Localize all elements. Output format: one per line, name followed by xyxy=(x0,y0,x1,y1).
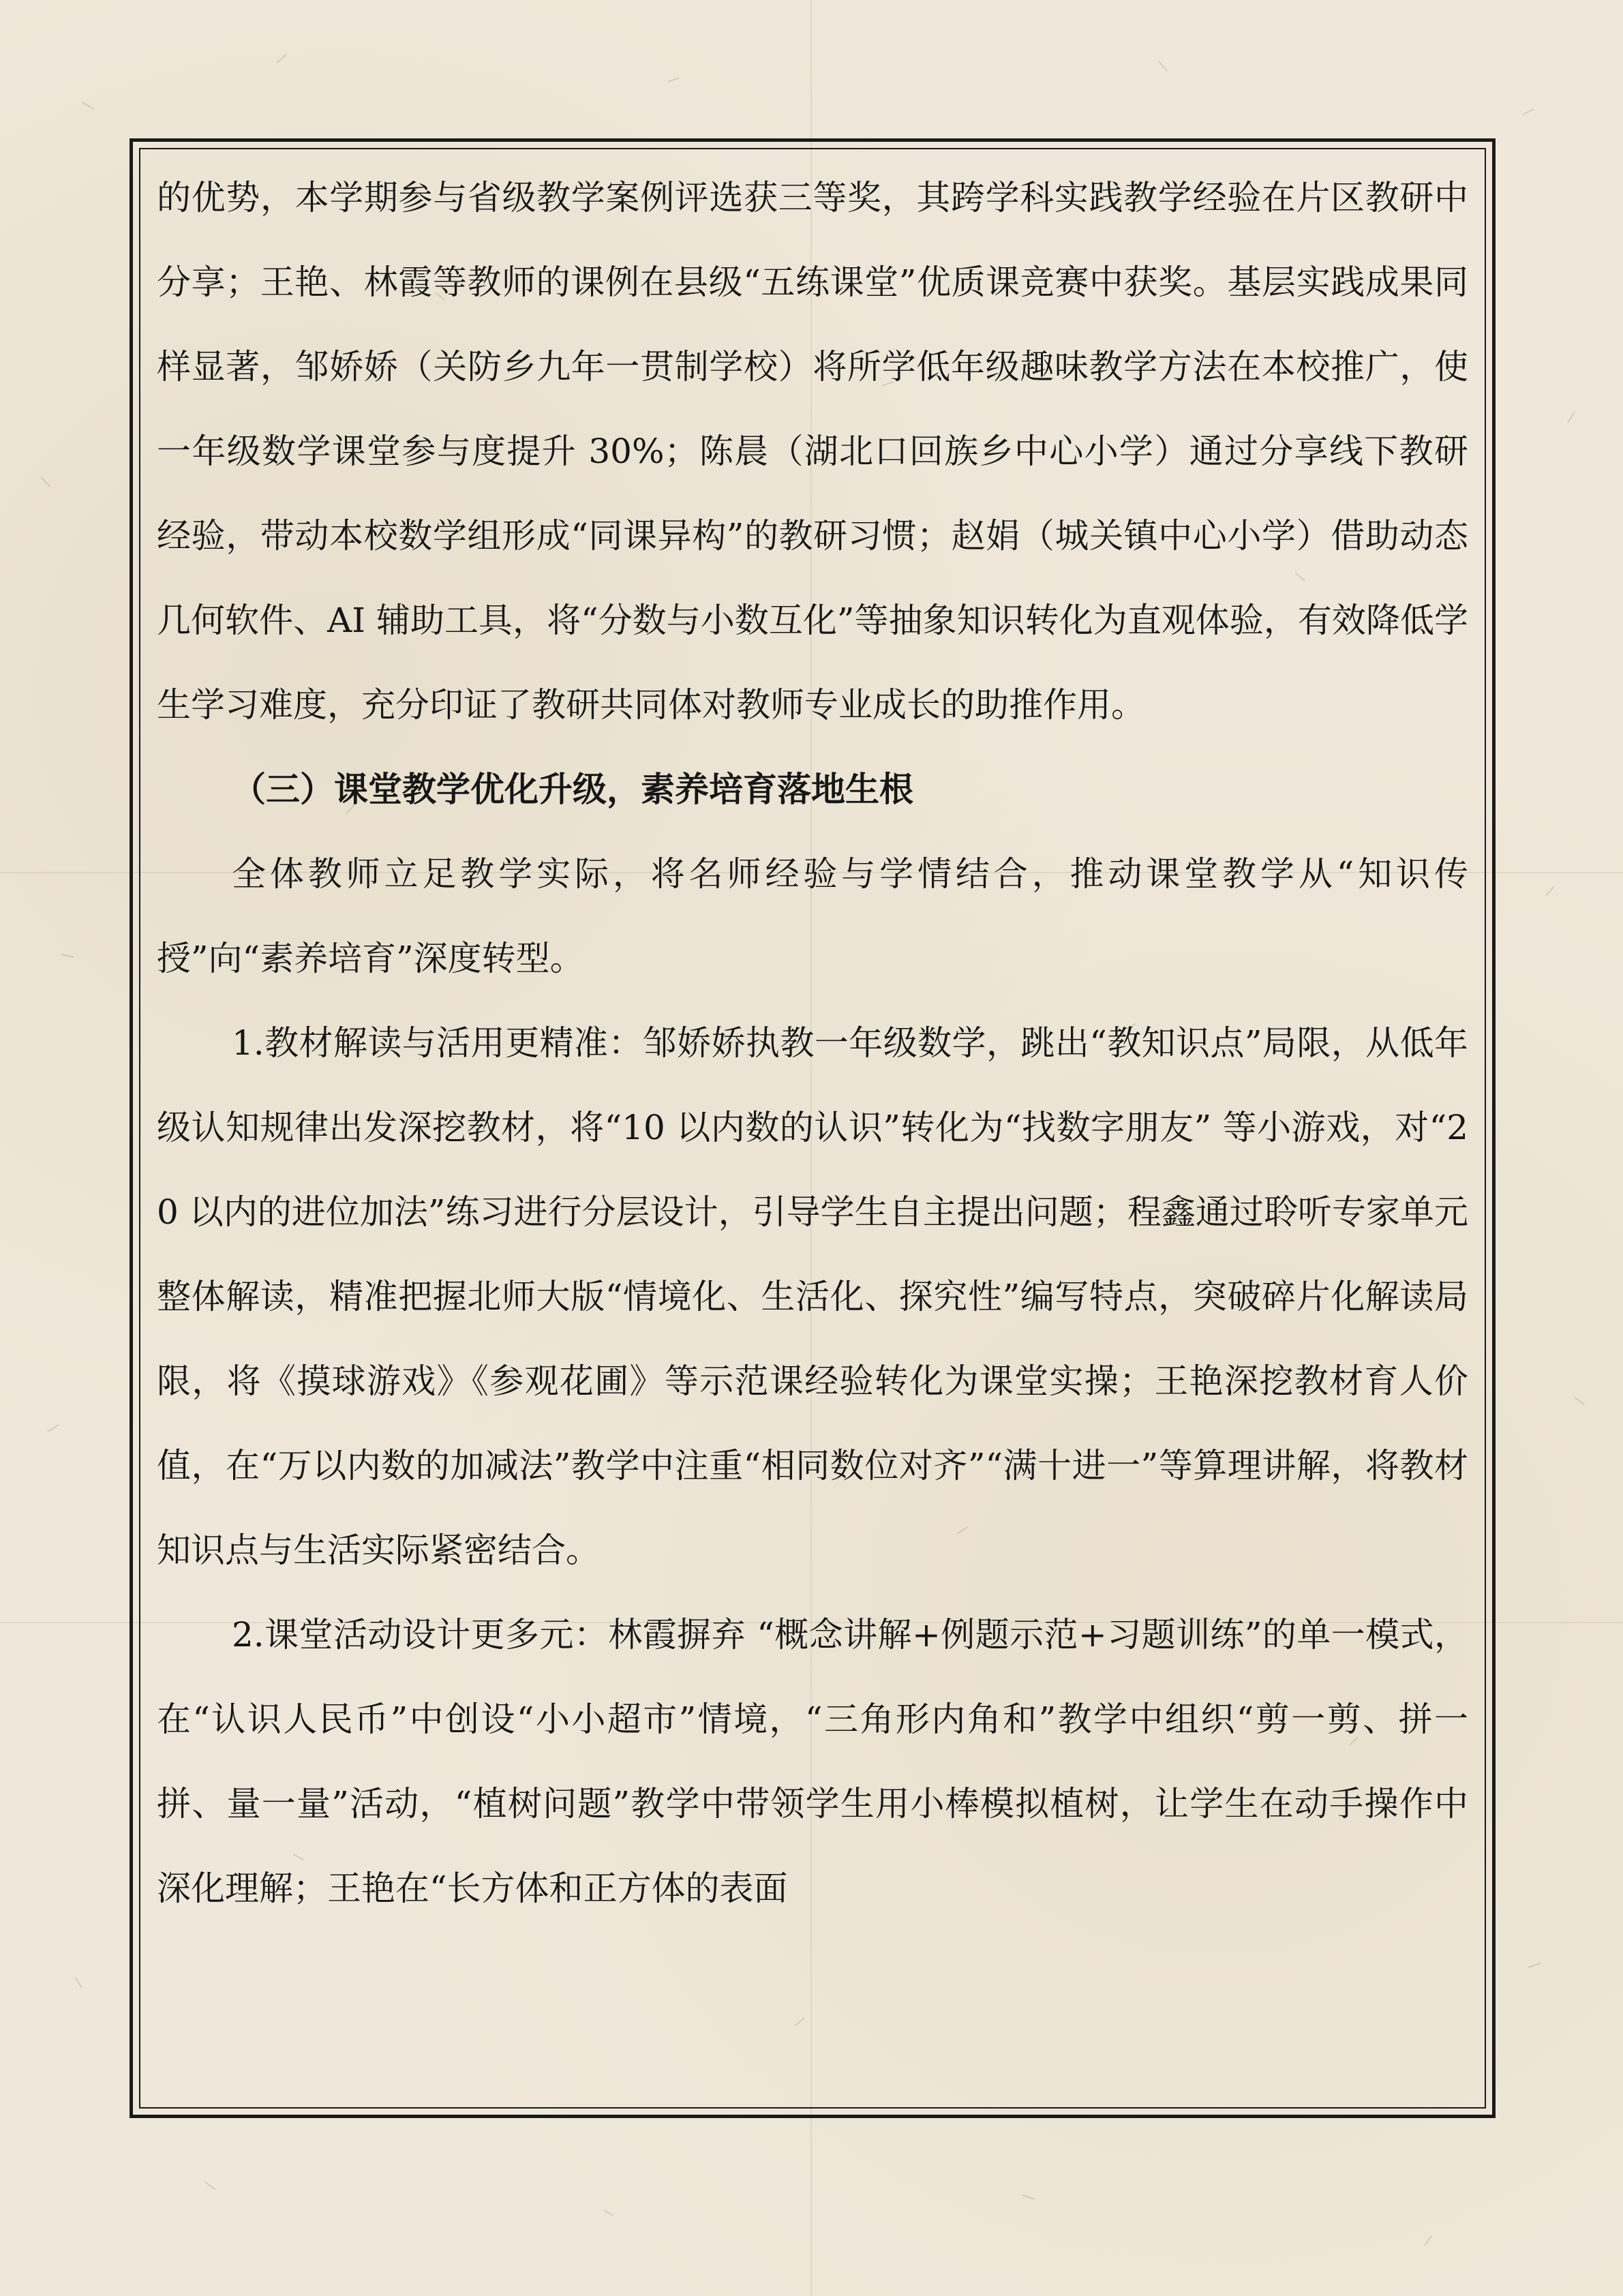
paragraph-intro: 全体教师立足教学实际，将名师经验与学情结合，推动课堂教学从“知识传授”向“素养培育”深度转型。 xyxy=(157,854,1468,978)
section-heading-3: （三）课堂教学优化升级，素养培育落地生根 xyxy=(232,770,913,809)
paragraph-item-2: 2.课堂活动设计更多元：林霞摒弃 “概念讲解+例题示范+习题训练”的单一模式，在“认识人民币”中创设“小小超市”情境，“三角形内角和”教学中组织“剪一剪、拼一拼、量一量”活动，“植树问题”教学中带领学生用小棒模拟植树，让学生在动手操作中深化理解；王艳在“长方体和正方体的表面 xyxy=(157,1615,1468,1908)
document-body xyxy=(157,155,1468,1931)
paragraph-item-1: 1.教材解读与活用更精准：邹娇娇执教一年级数学，跳出“教知识点”局限，从低年级认知规律出发深挖教材，将“10 以内数的认识”转化为“找数字朋友” 等小游戏，对“20 以内的进位加法”练习进行分层设计，引导学生自主提出问题；程鑫通过聆听专家单元整体解读，精准把握北师大版“情境化、生活化、探究性”编写特点，突破碎片化解读局限，将《摸球游戏》《参观花圃》等示范课经验转化为课堂实操；王艳深挖教材育人价值，在“万以内数的加减法”教学中注重“相同数位对齐”“满十进一”等算理讲解，将教材知识点与生活实际紧密结合。 xyxy=(157,1023,1468,1570)
paragraph-continued: 的优势，本学期参与省级教学案例评选获三等奖，其跨学科实践教学经验在片区教研中分享；王艳、林霞等教师的课例在县级“五练课堂”优质课竞赛中获奖。基层实践成果同样显著，邹娇娇（关防乡九年一贯制学校）将所学低年级趣味教学方法在本校推广，使一年级数学课堂参与度提升 30%；陈晨（湖北口回族乡中心小学）通过分享线下教研经验，带动本校数学组形成“同课异构”的教研习惯；赵娟（城关镇中心小学）借助动态几何软件、AI 辅助工具，将“分数与小数互化”等抽象知识转化为直观体验，有效降低学生学习难度，充分印证了教研共同体对教师专业成长的助推作用。 xyxy=(157,178,1468,725)
